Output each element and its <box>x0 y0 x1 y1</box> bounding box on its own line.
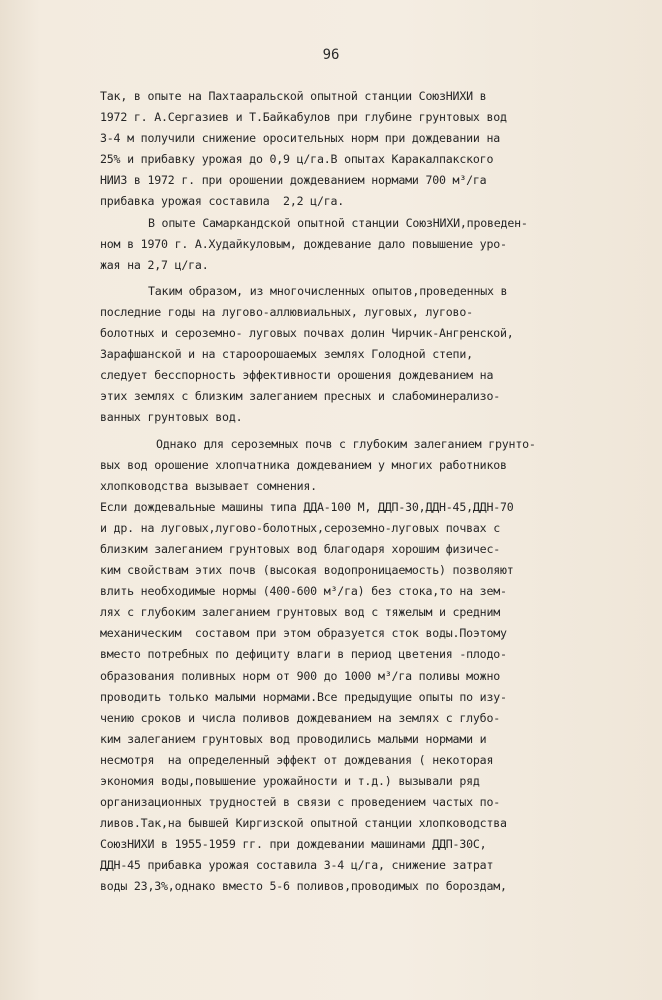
text-line: хлопководства вызывает сомнения. <box>100 478 317 493</box>
text-line: близким залеганием грунтовых вод благодаря хорошим физичес- <box>100 541 501 556</box>
text-line: 3-4 м получили снижение оросительных норм при дождевании на <box>100 131 501 146</box>
text-line: и др. на луговых,лугово-болотных,сероземно-луговых почвах с <box>100 520 501 535</box>
text-line: Однако для сероземных почв с глубоким залеганием грунто- <box>156 436 536 451</box>
text-line: экономия воды,повышение урожайности и т.д.) вызывали ряд <box>100 774 480 788</box>
text-line: СоюзНИХИ в 1955-1959 гг. при дождевании машинами ДДП-30С, <box>100 837 487 852</box>
text-line: В опыте Самаркандской опытной станции СоюзНИХИ,проведен- <box>148 215 528 230</box>
text-line: 1972 г. А.Сергазиев и Т.Байкабулов при глубине грунтовых вод <box>100 110 507 125</box>
page-number: 96 <box>322 47 340 63</box>
text-line: чению сроков и числа поливов дождеванием на землях с глубо- <box>100 710 501 725</box>
text-line: прибавка урожая составила 2,2 ц/га. <box>100 194 345 209</box>
text-line: следует бесспорность эффективности орошения дождеванием на <box>100 368 494 383</box>
text-line: организационных трудностей в связи с проведением частых по- <box>100 795 501 810</box>
text-line: НИИЗ в 1972 г. при орошении дождеванием нормами 700 м³/га <box>100 173 487 188</box>
text-line: жая на 2,7 ц/га. <box>100 257 209 272</box>
text-line: ном в 1970 г. А.Худайкуловым, дождевание дало повышение уро- <box>100 236 507 251</box>
body-text <box>100 86 630 898</box>
text-line: вых вод орошение хлопчатника дождеванием у многих работников <box>100 457 507 472</box>
text-line: вместо потребных по дефициту влаги в период цветения -плодо- <box>100 647 507 662</box>
text-line: ванных грунтовых вод. <box>100 410 243 425</box>
text-line: Если дождевальные машины типа ДДА-100 М, ДДП-30,ДДН-45,ДДН-70 <box>100 499 514 514</box>
text-line: последние годы на лугово-аллювиальных, луговых, лугово- <box>100 304 473 319</box>
text-line: воды 23,3%,однако вместо 5-6 поливов,проводимых по бороздам, <box>100 879 507 894</box>
text-line: ким залеганием грунтовых вод проводились малыми нормами и <box>100 731 487 746</box>
text-line: ким свойствам этих почв (высокая водопроницаемость) позволяют <box>100 563 514 578</box>
text-line: лях с глубоким залеганием грунтовых вод с тяжелым и средним <box>100 605 501 620</box>
text-line: Так, в опыте на Пахтааральской опытной станции СоюзНИХИ в <box>100 89 487 103</box>
text-line: механическим составом при этом образуется сток воды.Поэтому <box>100 626 507 641</box>
text-line: болотных и сероземно- луговых почвах долин Чирчик-Ангренской, <box>100 326 514 341</box>
text-line: Зарафшанской и на староорошаемых землях Голодной степи, <box>100 347 473 362</box>
text-line: этих землях с близким залеганием пресных и слабоминерализо- <box>100 389 501 404</box>
text-line: образования поливных норм от 900 до 1000 м³/га поливы можно <box>100 668 501 683</box>
text-line: 25% и прибавку урожая до 0,9 ц/га.В опытах Каракалпакского <box>100 152 494 167</box>
text-line: проводить только малыми нормами.Все предыдущие опыты по изу- <box>100 689 507 704</box>
text-line: Таким образом, из многочисленных опытов,проведенных в <box>148 283 508 298</box>
text-line: несмотря на определенный эффект от дождевания ( некоторая <box>100 752 494 767</box>
text-line: ливов.Так,на бывшей Киргизской опытной станции хлопководства <box>100 816 507 831</box>
text-line: влить необходимые нормы (400-600 м³/га) без стока,то на зем- <box>100 584 507 599</box>
text-line: ДДН-45 прибавка урожая составила 3-4 ц/га, снижение затрат <box>100 858 494 873</box>
